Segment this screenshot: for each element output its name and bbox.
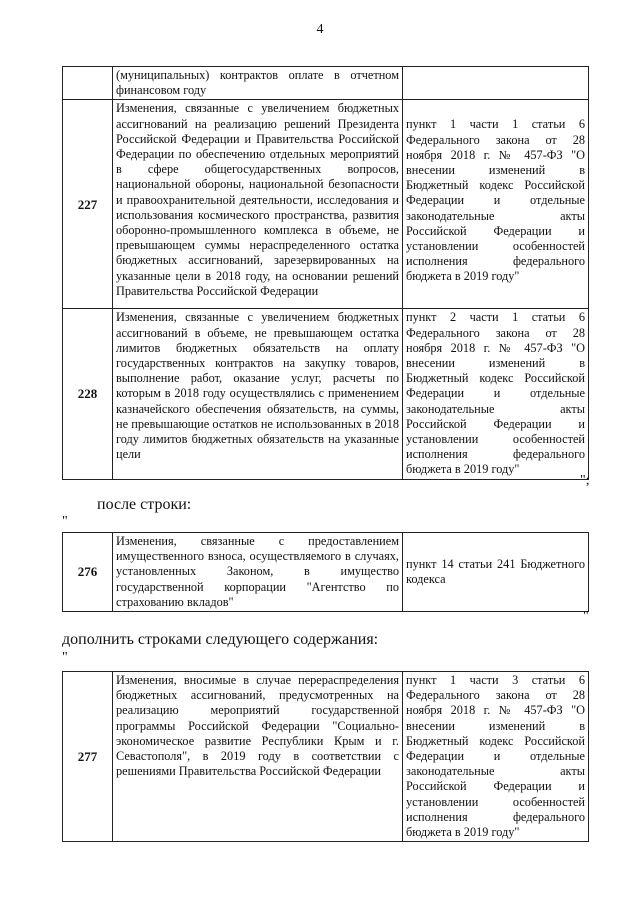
- table-row: [63, 100, 589, 309]
- closing-quote-mark: ": [583, 609, 589, 624]
- legal-basis: пункт 2 части 1 статьи 6 Федерального закона от 28 ноября 2018 г. № 457-ФЗ "О внесении изменений в Бюджетный кодекс Российской Федерации и отдельные законодательные акты Российской Федерации и установлении особенностей исполнения федерального бюджета в 2019 году": [403, 309, 589, 479]
- table-row: [63, 67, 589, 100]
- table-row: [63, 672, 589, 842]
- paragraph-add-rows: дополнить строками следующего содержания:: [62, 631, 379, 648]
- closing-quote-mark: ";: [580, 473, 590, 488]
- change-description: Изменения, связанные с увеличением бюджетных ассигнований на реализацию решений Президента Российской Федерации и Правительства Российской Федерации по обеспечению отдельных мероприятий в сфере общегосударственных вопросов, национальной обороны, национальной безопасности и правоохранительной деятельности, исследования и использования космического пространства, развития оборонно-промышленного комплекса в объеме, не превышающем суммы нераспределенного остатка бюджетных ассигнований, зарезервированных на указанные цели в 2018 году, на основании решений Правительства Российской Федерации: [113, 100, 403, 309]
- row-number: [63, 67, 113, 100]
- budget-changes-table-2: [62, 532, 589, 612]
- row-number: 227: [63, 100, 113, 309]
- table-row: [63, 309, 589, 479]
- change-description: Изменения, связанные с увеличением бюджетных ассигнований в объеме, не превышающем остатка лимитов бюджетных обязательств на оплату государственных контрактов на закупку товаров, выполнение работ, оказание услуг, расчеты по которым в 2018 году осуществлялись с применением казначейского обеспечения обязательств, на суммы, не превышающие остатков не использованных в 2018 году лимитов бюджетных обязательств на указанные цели: [113, 309, 403, 479]
- legal-basis: пункт 1 части 3 статьи 6 Федерального закона от 28 ноября 2018 г. № 457-ФЗ "О внесении изменений в Бюджетный кодекс Российской Федерации и отдельные законодательные акты Российской Федерации и установлении особенностей исполнения федерального бюджета в 2019 году": [403, 672, 589, 842]
- change-description: (муниципальных) контрактов оплате в отчетном финансовом году: [113, 67, 403, 100]
- opening-quote-mark: ": [62, 650, 68, 665]
- budget-changes-table-3: [62, 671, 589, 842]
- opening-quote-mark: ": [62, 514, 68, 529]
- legal-basis: пункт 1 части 1 статьи 6 Федерального закона от 28 ноября 2018 г. № 457-ФЗ "О внесении изменений в Бюджетный кодекс Российской Федерации и отдельные законодательные акты Российской Федерации и установлении особенностей исполнения федерального бюджета в 2019 году": [403, 100, 589, 309]
- legal-basis: пункт 14 статьи 241 Бюджетного кодекса: [403, 533, 589, 612]
- budget-changes-table-1: [62, 66, 589, 480]
- table-row: [63, 533, 589, 612]
- legal-basis: [403, 67, 589, 100]
- row-number: 276: [63, 533, 113, 612]
- row-number: 228: [63, 309, 113, 479]
- page-number: 4: [316, 22, 324, 37]
- change-description: Изменения, связанные с предоставлением имущественного взноса, осуществляемого в случаях, установленных Законом, в имущество государственной корпорации "Агентство по страхованию вкладов": [113, 533, 403, 612]
- paragraph-after-row: после строки:: [97, 496, 192, 513]
- row-number: 277: [63, 672, 113, 842]
- change-description: Изменения, вносимые в случае перераспределения бюджетных ассигнований, предусмотренных на реализацию мероприятий государственной программы Российской Федерации "Социально-экономическое развитие Республики Крым и г. Севастополя", в 2019 году в соответствии с решениями Правительства Российской Федерации: [113, 672, 403, 842]
